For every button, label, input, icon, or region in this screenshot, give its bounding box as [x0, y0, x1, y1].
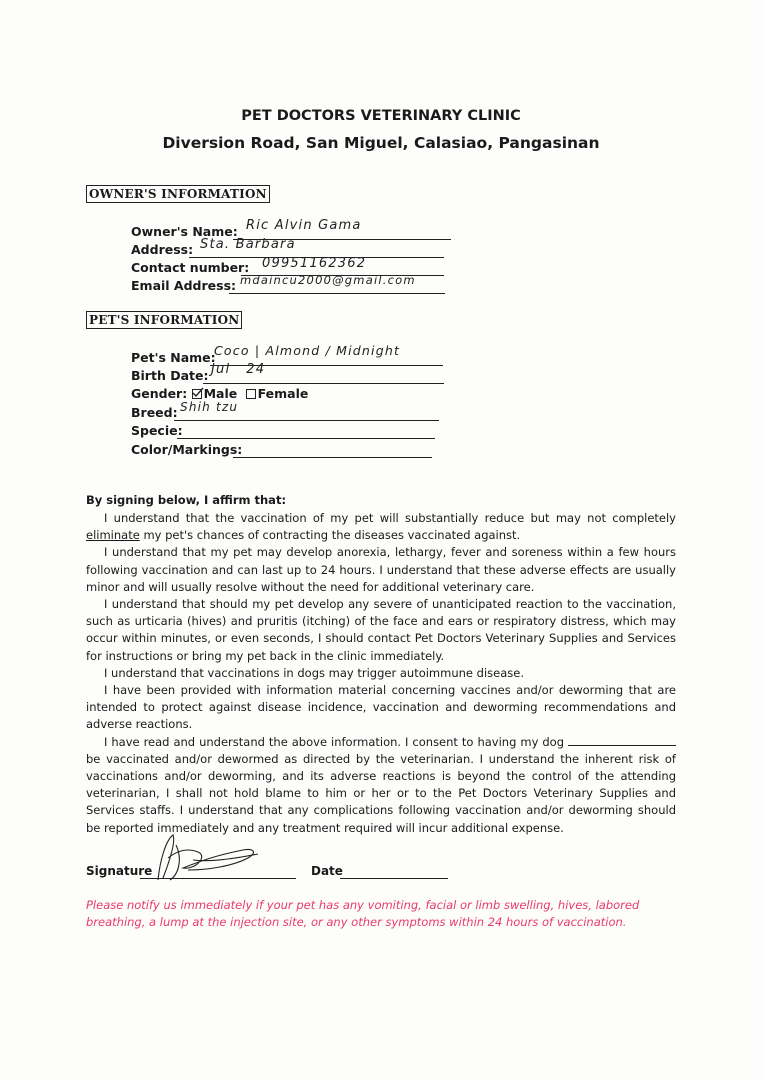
pet-info-heading: PET'S INFORMATION [86, 311, 242, 329]
pet-color-field[interactable] [233, 440, 432, 458]
consent-paragraph: I understand that vaccinations in dogs may trigger autoimmune disease. [104, 665, 524, 680]
gender-male-checkbox[interactable] [192, 389, 202, 399]
clinic-name: PET DOCTORS VETERINARY CLINIC [241, 108, 521, 124]
consent-p6-text-end: be vaccinated and/or dewormed as directed by the veterinarian. I understand the inherent risk of vaccinations and/or deworming, and its adverse reactions is beyond the control of the attending veterinarian, I shall not hold blame to him or her or to the Pet Doctors Veterinary Supplies and Services staffs. I understand that any complications following vaccination and/or deworming should be reported immediately and any treatment required will incur additional expense. [86, 751, 676, 835]
owner-address-value: Sta. Barbara [200, 237, 296, 252]
consent-paragraph: I have been provided with information material concerning vaccines and/or deworming that are intended to protect against disease incidence, vaccination and deworming recommendations and adverse reactions. [86, 683, 676, 732]
pet-specie-field[interactable] [177, 421, 435, 439]
handwritten-signature [148, 830, 268, 885]
date-field[interactable] [340, 862, 448, 879]
pet-birthdate-label: Birth Date: [131, 368, 209, 383]
owner-name-label: Owner's Name: [131, 224, 238, 239]
dog-name-blank[interactable] [568, 745, 676, 746]
consent-paragraph [86, 510, 676, 544]
owner-email-label: Email Address: [131, 278, 237, 293]
pet-gender-label: Gender: [131, 386, 188, 401]
pet-specie-label: Specie: [131, 423, 183, 438]
owner-address-label: Address: [131, 242, 194, 257]
gender-female-label: Female [257, 386, 309, 401]
consent-paragraph: I understand that should my pet develop any severe of unanticipated reaction to the vaccination, such as urticaria (hives) and pruritis (itching) of the face and ears or respiratory distress, which may occur within minutes, or even seconds, I should contact Pet Doctors Veterinary Supplies and Services for instructions or bring my pet back in the clinic immediately. [86, 597, 676, 663]
owner-name-value: Ric Alvin Gama [246, 218, 362, 233]
pet-birthdate-value: Jul 24 [211, 362, 266, 377]
owner-contact-label: Contact number: [131, 260, 250, 275]
consent-p1-text-end: my pet's chances of contracting the diseases vaccinated against. [139, 528, 521, 543]
owner-email-value: mdaincu2000@gmail.com [240, 273, 416, 287]
post-vaccination-notice: Please notify us immediately if your pet has any vomiting, facial or limb swelling, hives, labored breathing, a lump at the injection site, or any other symptoms within 24 hours of vaccination. [86, 898, 640, 929]
pet-name-label: Pet's Name: [131, 350, 216, 365]
gender-female-checkbox[interactable] [246, 389, 256, 399]
consent-p1-underlined: eliminate [86, 528, 140, 543]
consent-paragraph [86, 734, 676, 837]
pet-gender-row [131, 386, 308, 401]
clinic-address: Diversion Road, San Miguel, Calasiao, Pangasinan [162, 134, 600, 152]
pet-breed-label: Breed: [131, 405, 178, 420]
consent-p1-text: I understand that the vaccination of my pet will substantially reduce but may not completely [104, 511, 676, 525]
owner-info-heading: OWNER'S INFORMATION [86, 185, 270, 203]
consent-paragraph: I understand that my pet may develop anorexia, lethargy, fever and soreness within a few hours following vaccination and can last up to 24 hours. I understand that these adverse effects are usually minor and will usually resolve without the need for additional veterinary care. [86, 545, 676, 594]
pet-breed-value: Shih tzu [180, 400, 239, 414]
consent-p6-text: I have read and understand the above information. I consent to having my dog [104, 734, 568, 749]
checkmark-icon [192, 387, 204, 399]
date-label: Date [311, 864, 343, 878]
pet-name-value: Coco | Almond / Midnight [214, 343, 401, 358]
gender-male-label: Male [203, 386, 238, 401]
consent-body [86, 510, 676, 837]
affirm-heading: By signing below, I affirm that: [86, 493, 287, 507]
pet-color-label: Color/Markings: [131, 442, 243, 457]
owner-contact-value: 09951162362 [262, 256, 367, 271]
signature-label: Signature [86, 864, 153, 878]
